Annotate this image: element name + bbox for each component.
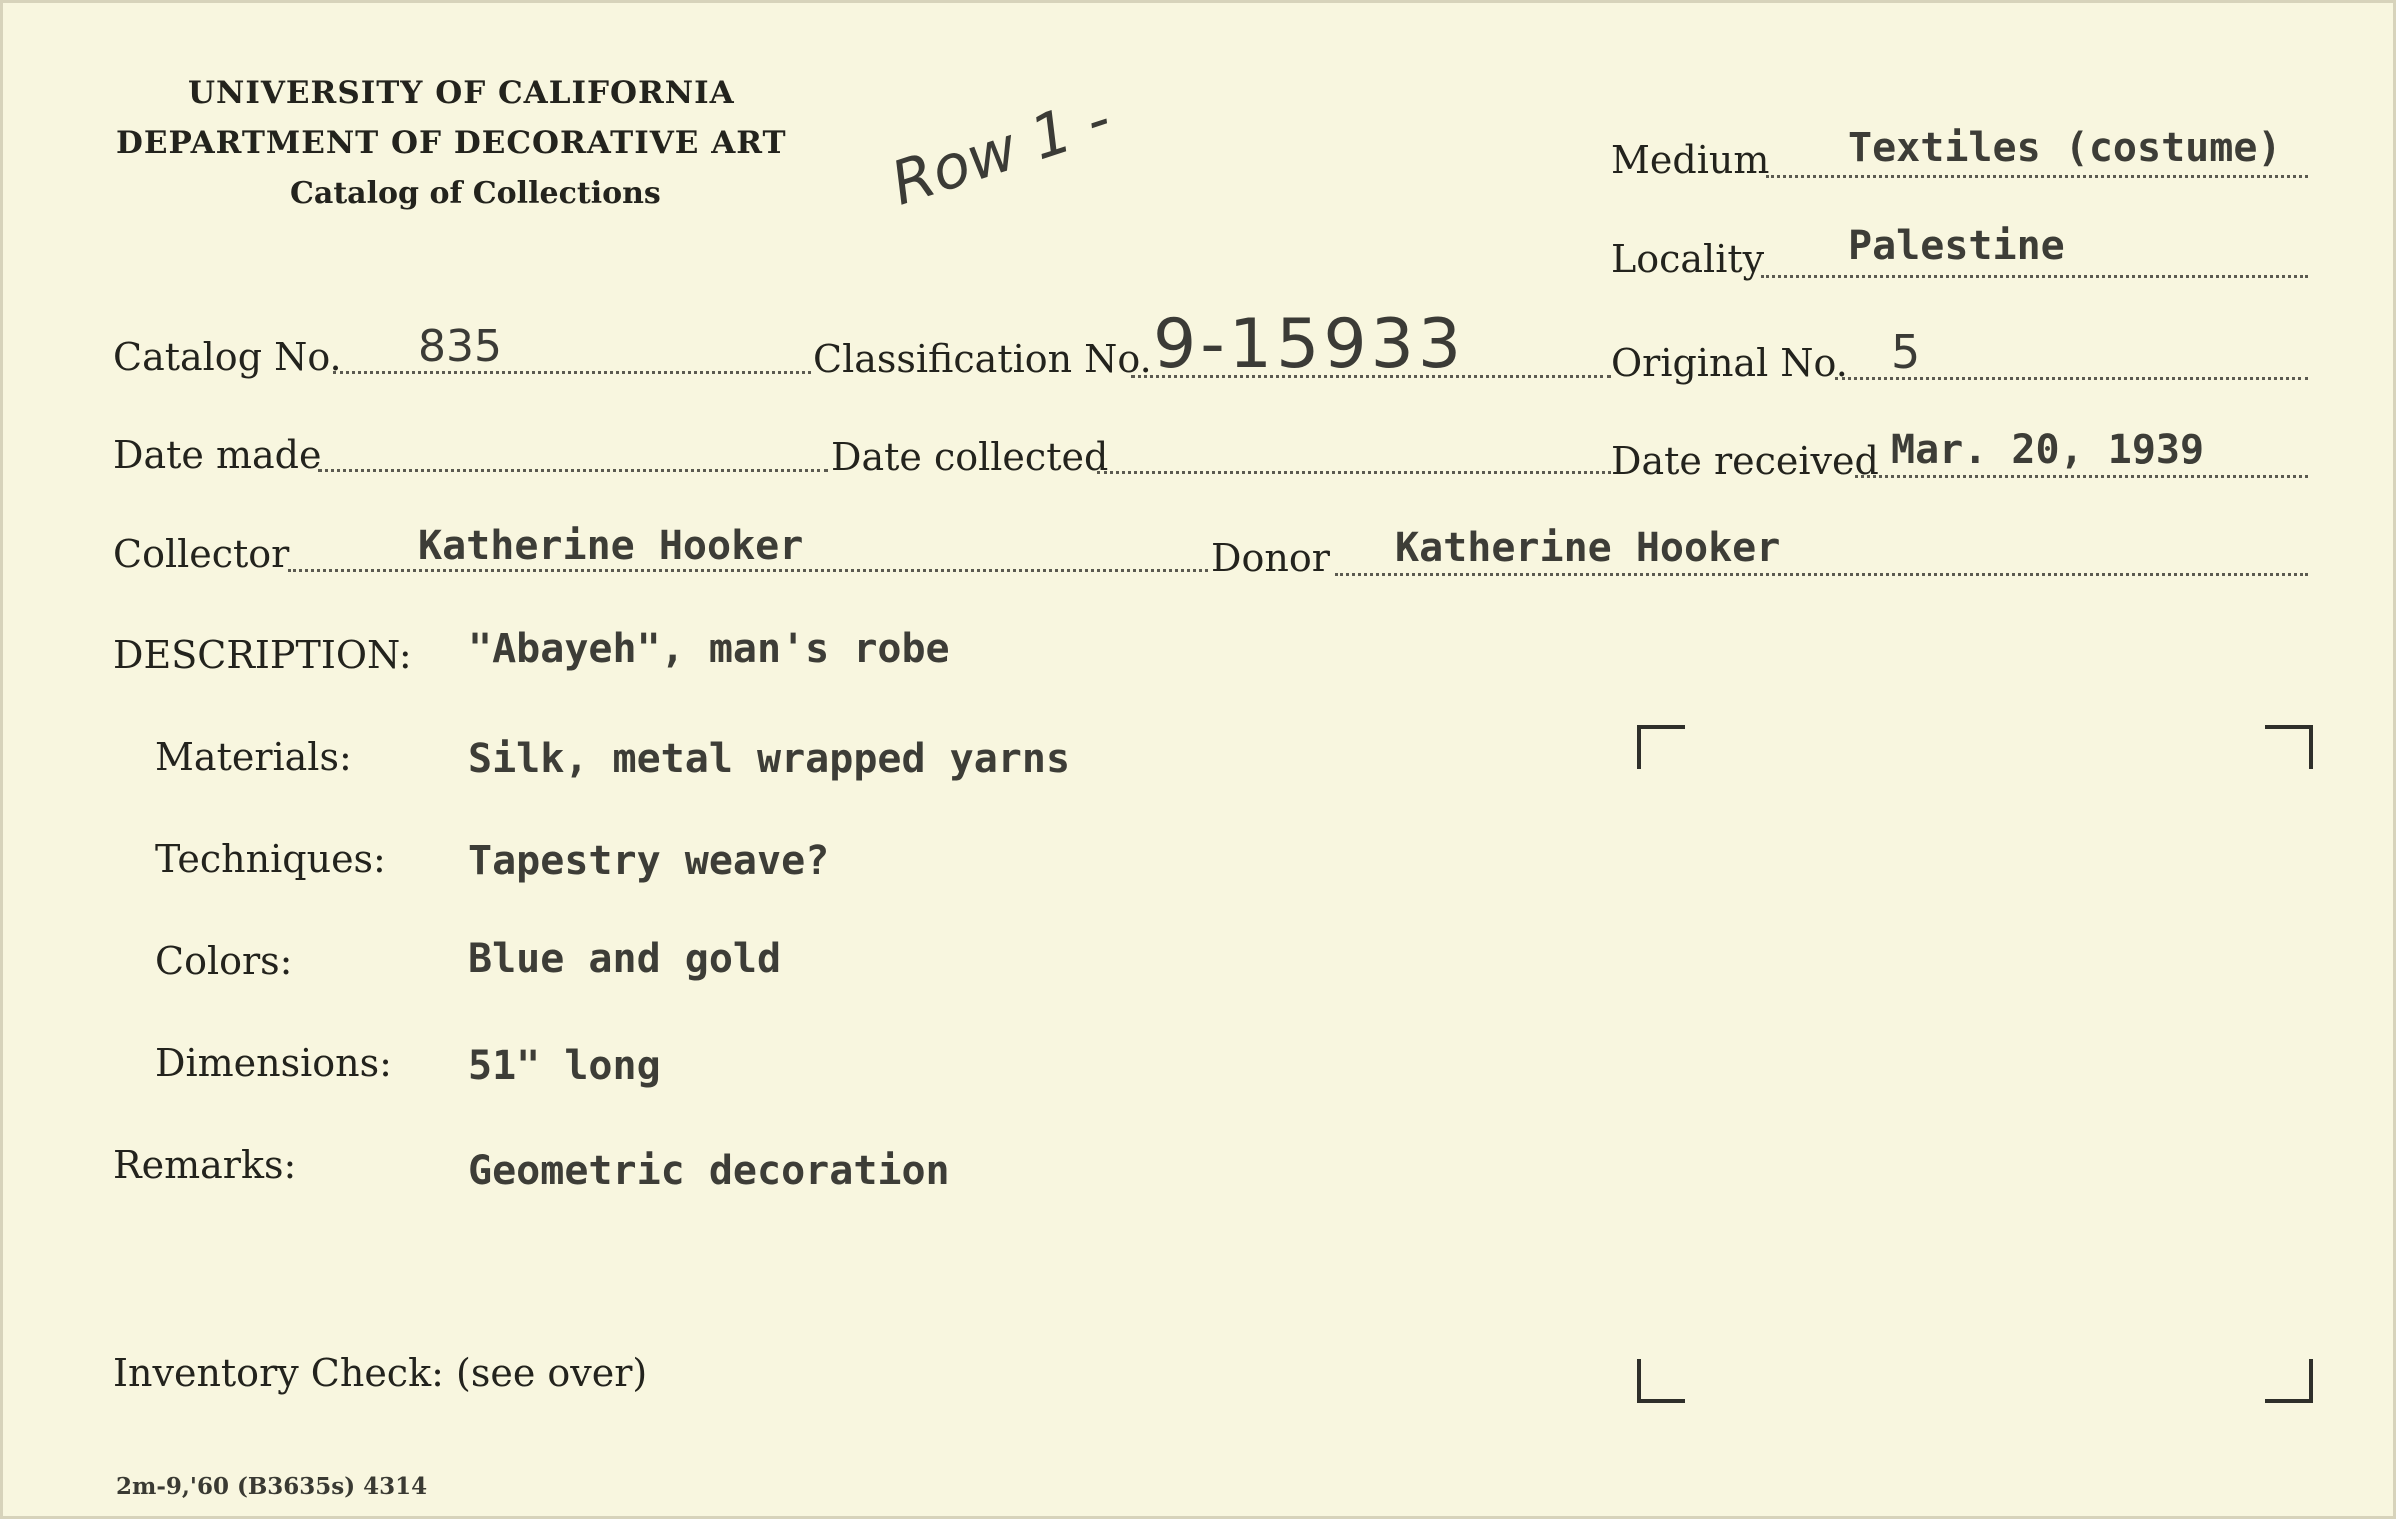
catalog-no-value: 835 bbox=[418, 321, 502, 372]
collector-line bbox=[288, 569, 1208, 572]
date-collected-label: Date collected bbox=[831, 435, 1109, 479]
locality-value: Palestine bbox=[1848, 223, 2065, 269]
remarks-label: Remarks: bbox=[113, 1143, 297, 1187]
medium-line bbox=[1766, 175, 2308, 178]
date-made-label: Date made bbox=[113, 433, 322, 477]
remarks-value: Geometric decoration bbox=[468, 1148, 950, 1194]
description-value: "Abayeh", man's robe bbox=[468, 626, 950, 672]
photo-corner-bottom-left bbox=[1637, 1359, 1685, 1403]
classification-no-value: 9-15933 bbox=[1153, 305, 1466, 384]
handwritten-row-annotation: Row 1 - bbox=[883, 83, 1120, 220]
collector-value: Katherine Hooker bbox=[418, 523, 804, 569]
original-no-label: Original No. bbox=[1611, 341, 1848, 385]
locality-line bbox=[1761, 275, 2308, 278]
dimensions-label: Dimensions: bbox=[155, 1041, 392, 1085]
original-no-value: 5 bbox=[1891, 325, 1921, 379]
catalog-no-label: Catalog No. bbox=[113, 335, 342, 379]
photo-corner-bottom-right bbox=[2265, 1359, 2313, 1403]
photo-corner-top-left bbox=[1637, 725, 1685, 769]
header-department: DEPARTMENT OF DECORATIVE ART bbox=[116, 125, 787, 161]
colors-label: Colors: bbox=[155, 939, 293, 983]
collector-label: Collector bbox=[113, 532, 290, 576]
date-received-label: Date received bbox=[1611, 439, 1879, 483]
header-catalog-of-collections: Catalog of Collections bbox=[290, 176, 661, 211]
dimensions-value: 51" long bbox=[468, 1043, 661, 1089]
photo-corner-top-right bbox=[2265, 725, 2313, 769]
donor-label: Donor bbox=[1211, 536, 1330, 580]
header-university: UNIVERSITY OF CALIFORNIA bbox=[188, 75, 735, 111]
materials-label: Materials: bbox=[155, 735, 352, 779]
date-collected-line bbox=[1097, 471, 1611, 474]
locality-label: Locality bbox=[1611, 237, 1765, 281]
classification-no-label: Classification No. bbox=[813, 337, 1152, 381]
footer-print-code: 2m-9,'60 (B3635s) 4314 bbox=[116, 1473, 428, 1500]
description-label: DESCRIPTION: bbox=[113, 633, 412, 677]
catalog-no-line bbox=[333, 371, 811, 374]
techniques-value: Tapestry weave? bbox=[468, 838, 830, 884]
materials-value: Silk, metal wrapped yarns bbox=[468, 736, 1071, 782]
date-received-value: Mar. 20, 1939 bbox=[1891, 427, 2205, 473]
donor-value: Katherine Hooker bbox=[1395, 525, 1781, 571]
techniques-label: Techniques: bbox=[155, 837, 386, 881]
medium-label: Medium bbox=[1611, 138, 1770, 182]
inventory-check: Inventory Check: (see over) bbox=[113, 1351, 648, 1395]
date-received-line bbox=[1855, 475, 2308, 478]
date-made-line bbox=[318, 469, 828, 472]
donor-line bbox=[1335, 573, 2308, 576]
colors-value: Blue and gold bbox=[468, 936, 782, 982]
medium-value: Textiles (costume) bbox=[1848, 125, 2282, 171]
